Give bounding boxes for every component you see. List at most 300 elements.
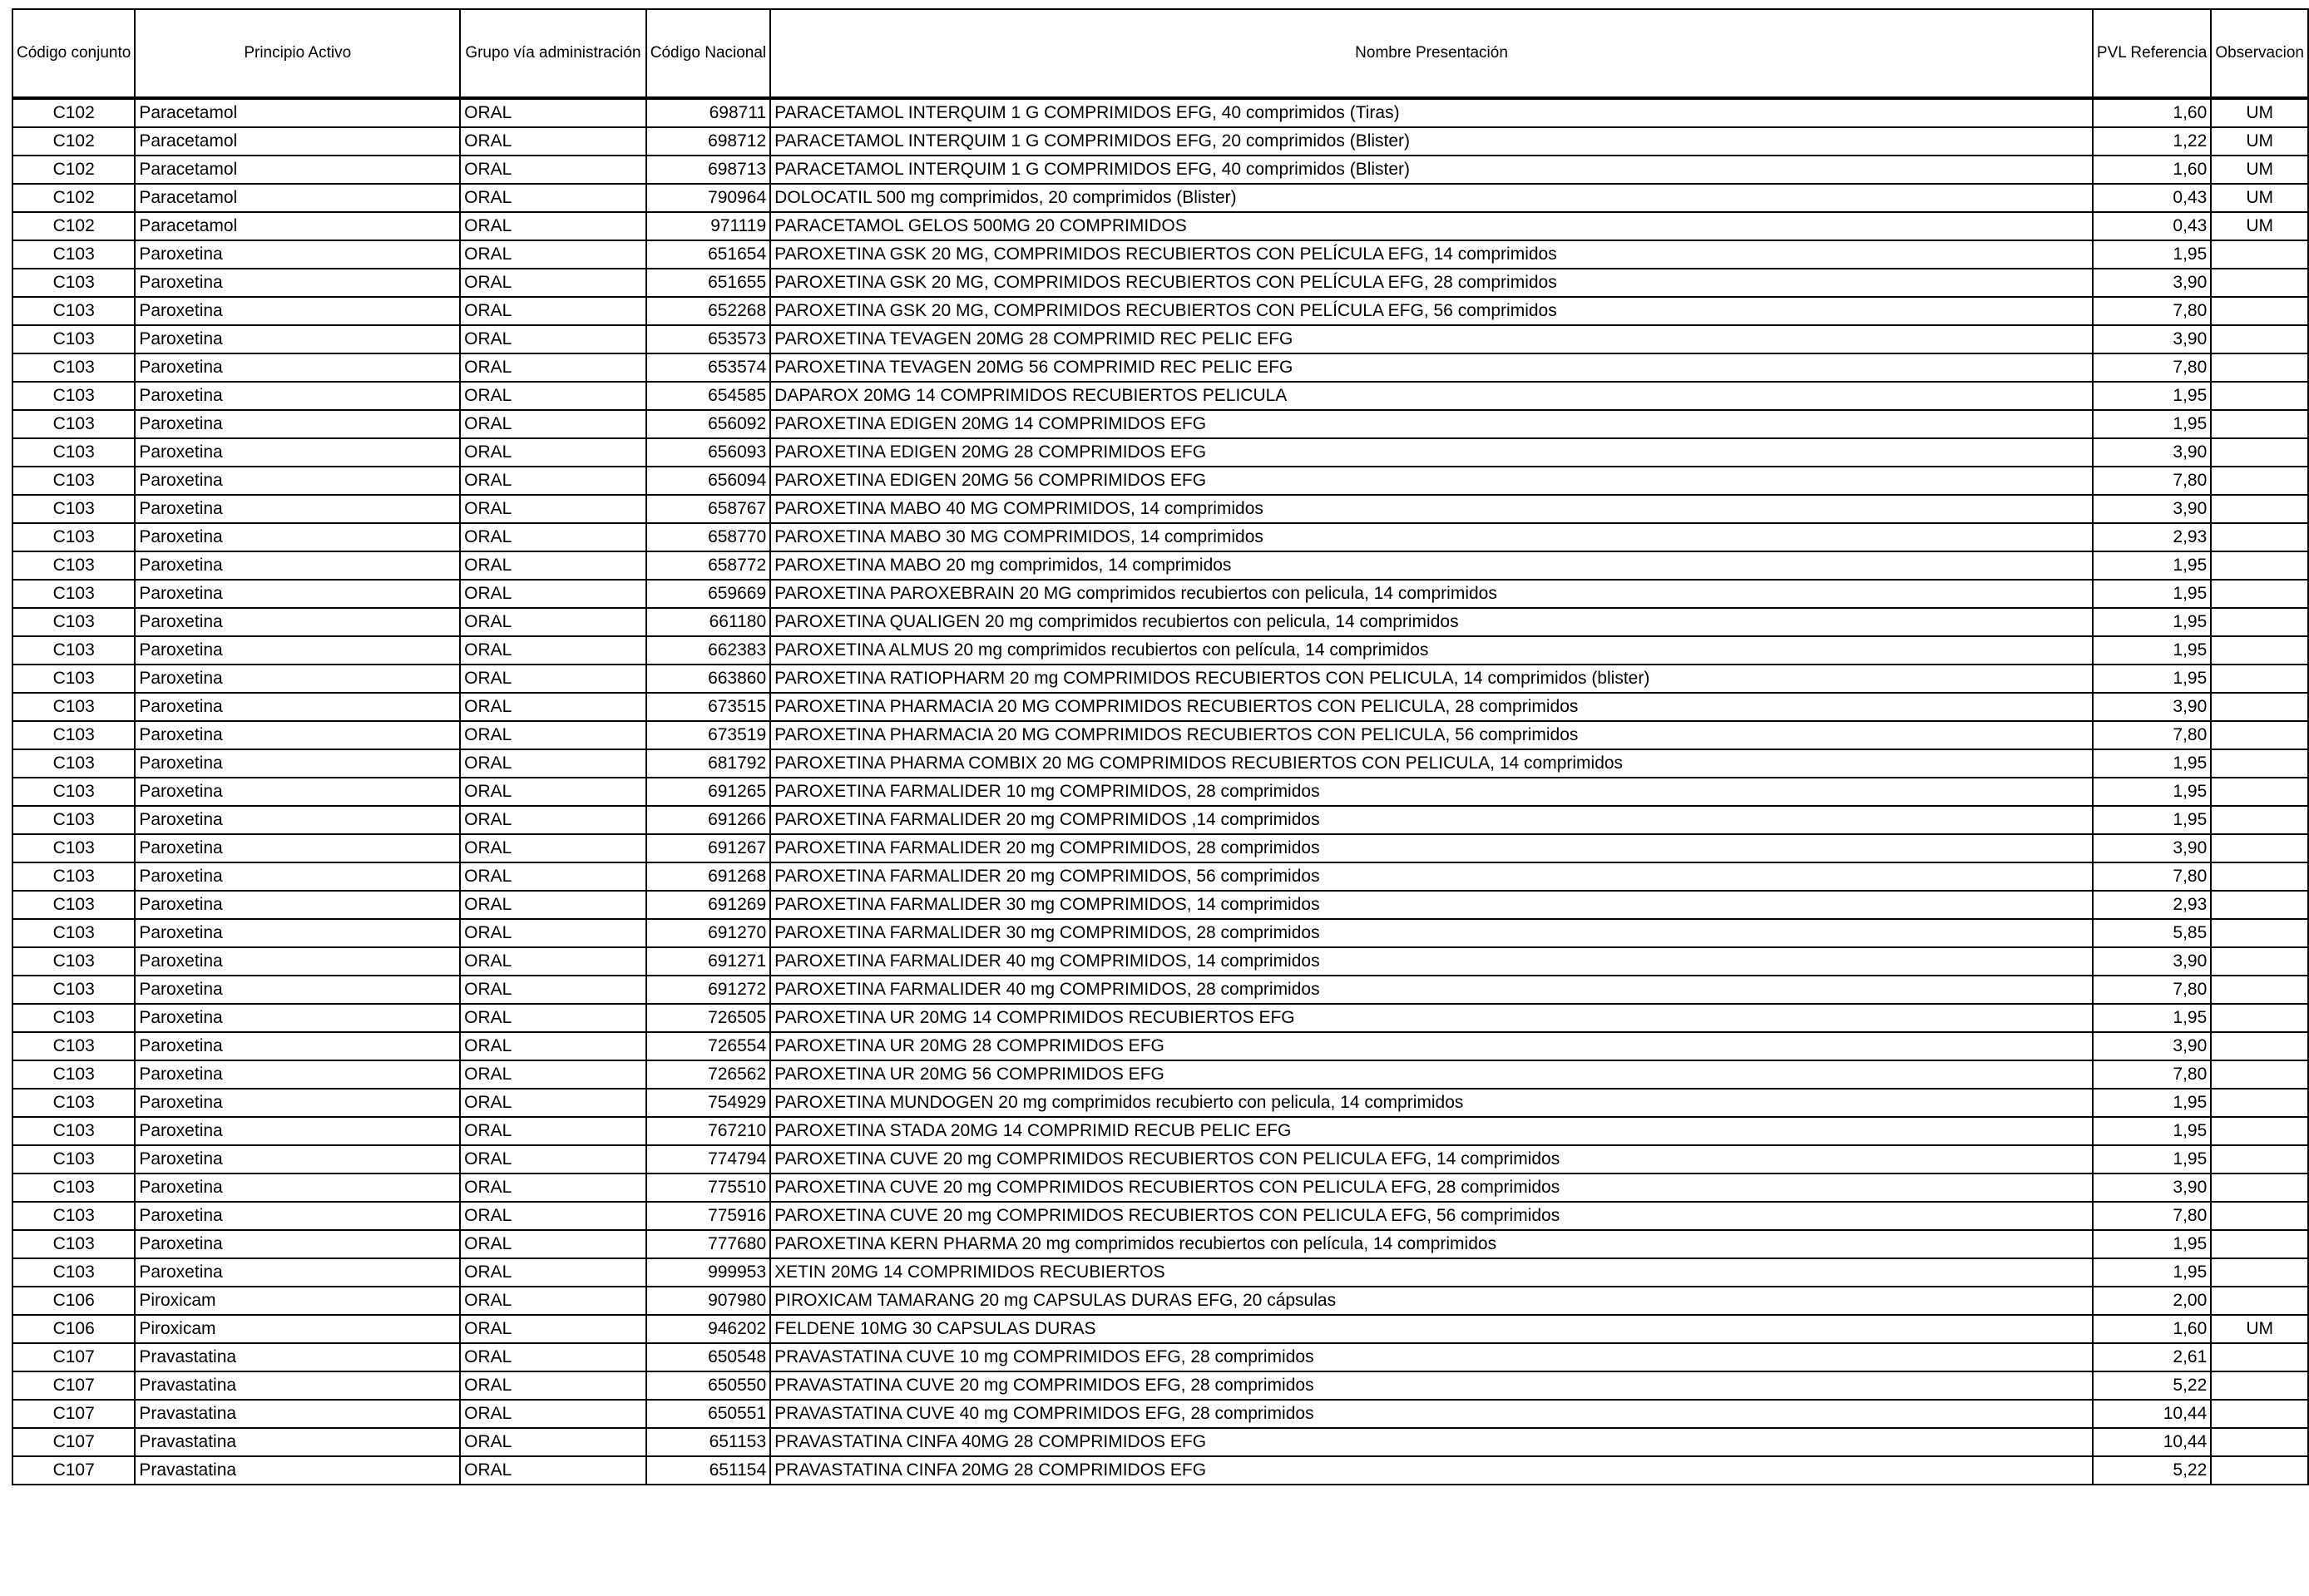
cell-codigo-nacional: 775510 <box>646 1174 770 1202</box>
cell-nombre-presentacion: PAROXETINA FARMALIDER 30 mg COMPRIMIDOS, 14 comprimidos <box>770 891 2093 919</box>
cell-principio-activo: Paroxetina <box>135 1004 460 1032</box>
cell-codigo-nacional: 726562 <box>646 1060 770 1089</box>
cell-grupo-via: ORAL <box>460 891 646 919</box>
cell-principio-activo: Paroxetina <box>135 862 460 891</box>
cell-principio-activo: Paroxetina <box>135 976 460 1004</box>
cell-codigo-nacional: 658767 <box>646 495 770 523</box>
cell-nombre-presentacion: PRAVASTATINA CINFA 20MG 28 COMPRIMIDOS EFG <box>770 1456 2093 1485</box>
table-row <box>12 127 2308 156</box>
cell-pvl-referencia: 7,80 <box>2093 862 2211 891</box>
cell-codigo-conjunto: C103 <box>12 947 135 976</box>
cell-pvl-referencia: 0,43 <box>2093 212 2211 240</box>
cell-observaciones <box>2211 240 2308 269</box>
table-row <box>12 551 2308 580</box>
cell-pvl-referencia: 1,60 <box>2093 1315 2211 1343</box>
table-row <box>12 1004 2308 1032</box>
cell-pvl-referencia: 1,95 <box>2093 1004 2211 1032</box>
cell-codigo-nacional: 654585 <box>646 382 770 410</box>
cell-grupo-via: ORAL <box>460 1371 646 1400</box>
cell-pvl-referencia: 1,95 <box>2093 551 2211 580</box>
cell-principio-activo: Paroxetina <box>135 778 460 806</box>
cell-codigo-nacional: 652268 <box>646 297 770 325</box>
header-grupo-via: Grupo vía administración <box>460 9 646 98</box>
cell-codigo-nacional: 767210 <box>646 1117 770 1145</box>
cell-nombre-presentacion: PAROXETINA GSK 20 MG, COMPRIMIDOS RECUBIERTOS CON PELÍCULA EFG, 14 comprimidos <box>770 240 2093 269</box>
cell-codigo-nacional: 691268 <box>646 862 770 891</box>
cell-nombre-presentacion: PAROXETINA FARMALIDER 40 mg COMPRIMIDOS, 28 comprimidos <box>770 976 2093 1004</box>
cell-codigo-nacional: 691265 <box>646 778 770 806</box>
cell-nombre-presentacion: PRAVASTATINA CINFA 40MG 28 COMPRIMIDOS EFG <box>770 1428 2093 1456</box>
cell-observaciones <box>2211 693 2308 721</box>
cell-nombre-presentacion: XETIN 20MG 14 COMPRIMIDOS RECUBIERTOS <box>770 1258 2093 1287</box>
cell-principio-activo: Paroxetina <box>135 1174 460 1202</box>
cell-codigo-nacional: 658772 <box>646 551 770 580</box>
cell-pvl-referencia: 3,90 <box>2093 1032 2211 1060</box>
table-row <box>12 891 2308 919</box>
cell-codigo-conjunto: C107 <box>12 1343 135 1371</box>
table-row <box>12 834 2308 862</box>
cell-grupo-via: ORAL <box>460 834 646 862</box>
cell-grupo-via: ORAL <box>460 665 646 693</box>
cell-grupo-via: ORAL <box>460 1060 646 1089</box>
header-codigo-conjunto: Código conjunto <box>12 9 135 98</box>
cell-observaciones: UM <box>2211 184 2308 212</box>
cell-grupo-via: ORAL <box>460 353 646 382</box>
table-row <box>12 1428 2308 1456</box>
cell-nombre-presentacion: PAROXETINA MUNDOGEN 20 mg comprimidos recubierto con pelicula, 14 comprimidos <box>770 1089 2093 1117</box>
cell-observaciones <box>2211 1060 2308 1089</box>
cell-grupo-via: ORAL <box>460 212 646 240</box>
cell-grupo-via: ORAL <box>460 551 646 580</box>
table-row <box>12 98 2308 127</box>
table-row <box>12 353 2308 382</box>
cell-grupo-via: ORAL <box>460 806 646 834</box>
table-row <box>12 1258 2308 1287</box>
cell-codigo-conjunto: C103 <box>12 523 135 551</box>
cell-codigo-nacional: 651153 <box>646 1428 770 1456</box>
cell-observaciones <box>2211 1202 2308 1230</box>
cell-codigo-nacional: 775916 <box>646 1202 770 1230</box>
cell-principio-activo: Paroxetina <box>135 495 460 523</box>
cell-observaciones <box>2211 1117 2308 1145</box>
cell-codigo-conjunto: C103 <box>12 467 135 495</box>
cell-principio-activo: Paracetamol <box>135 156 460 184</box>
cell-codigo-nacional: 653573 <box>646 325 770 353</box>
cell-principio-activo: Paroxetina <box>135 1032 460 1060</box>
cell-grupo-via: ORAL <box>460 240 646 269</box>
table-row <box>12 467 2308 495</box>
cell-grupo-via: ORAL <box>460 721 646 749</box>
cell-nombre-presentacion: PARACETAMOL GELOS 500MG 20 COMPRIMIDOS <box>770 212 2093 240</box>
cell-grupo-via: ORAL <box>460 1117 646 1145</box>
cell-codigo-nacional: 999953 <box>646 1258 770 1287</box>
cell-nombre-presentacion: PAROXETINA PAROXEBRAIN 20 MG comprimidos recubiertos con pelicula, 14 comprimidos <box>770 580 2093 608</box>
cell-codigo-conjunto: C103 <box>12 1174 135 1202</box>
cell-nombre-presentacion: PAROXETINA CUVE 20 mg COMPRIMIDOS RECUBIERTOS CON PELICULA EFG, 28 comprimidos <box>770 1174 2093 1202</box>
cell-observaciones <box>2211 523 2308 551</box>
cell-observaciones: UM <box>2211 1315 2308 1343</box>
cell-pvl-referencia: 1,22 <box>2093 127 2211 156</box>
table-row <box>12 749 2308 778</box>
cell-observaciones <box>2211 891 2308 919</box>
cell-grupo-via: ORAL <box>460 495 646 523</box>
cell-observaciones <box>2211 1145 2308 1174</box>
cell-codigo-nacional: 650548 <box>646 1343 770 1371</box>
table-header-row <box>12 9 2308 98</box>
cell-observaciones <box>2211 1258 2308 1287</box>
cell-pvl-referencia: 1,95 <box>2093 1258 2211 1287</box>
cell-observaciones <box>2211 721 2308 749</box>
table-row <box>12 1343 2308 1371</box>
cell-grupo-via: ORAL <box>460 1428 646 1456</box>
cell-nombre-presentacion: PAROXETINA ALMUS 20 mg comprimidos recubiertos con película, 14 comprimidos <box>770 636 2093 665</box>
cell-codigo-nacional: 656094 <box>646 467 770 495</box>
cell-observaciones <box>2211 467 2308 495</box>
table-row <box>12 156 2308 184</box>
cell-principio-activo: Piroxicam <box>135 1287 460 1315</box>
cell-codigo-conjunto: C103 <box>12 1258 135 1287</box>
header-observaciones: Observacion <box>2211 9 2308 98</box>
cell-principio-activo: Pravastatina <box>135 1456 460 1485</box>
cell-principio-activo: Paroxetina <box>135 947 460 976</box>
cell-observaciones <box>2211 1400 2308 1428</box>
cell-codigo-conjunto: C103 <box>12 636 135 665</box>
table-row <box>12 382 2308 410</box>
cell-nombre-presentacion: PAROXETINA PHARMACIA 20 MG COMPRIMIDOS RECUBIERTOS CON PELICULA, 28 comprimidos <box>770 693 2093 721</box>
cell-codigo-nacional: 691267 <box>646 834 770 862</box>
cell-codigo-conjunto: C107 <box>12 1400 135 1428</box>
cell-observaciones <box>2211 862 2308 891</box>
cell-principio-activo: Paroxetina <box>135 891 460 919</box>
cell-codigo-conjunto: C107 <box>12 1371 135 1400</box>
cell-codigo-conjunto: C103 <box>12 862 135 891</box>
cell-observaciones <box>2211 297 2308 325</box>
cell-principio-activo: Paroxetina <box>135 1230 460 1258</box>
cell-nombre-presentacion: PAROXETINA STADA 20MG 14 COMPRIMID RECUB PELIC EFG <box>770 1117 2093 1145</box>
cell-codigo-conjunto: C103 <box>12 325 135 353</box>
cell-pvl-referencia: 1,60 <box>2093 98 2211 127</box>
cell-principio-activo: Paroxetina <box>135 1117 460 1145</box>
cell-observaciones <box>2211 1287 2308 1315</box>
cell-pvl-referencia: 5,22 <box>2093 1456 2211 1485</box>
cell-codigo-nacional: 653574 <box>646 353 770 382</box>
cell-codigo-nacional: 656092 <box>646 410 770 438</box>
cell-principio-activo: Pravastatina <box>135 1400 460 1428</box>
cell-pvl-referencia: 3,90 <box>2093 438 2211 467</box>
cell-codigo-nacional: 698712 <box>646 127 770 156</box>
cell-principio-activo: Paroxetina <box>135 467 460 495</box>
table-row <box>12 608 2308 636</box>
cell-codigo-conjunto: C103 <box>12 1032 135 1060</box>
cell-nombre-presentacion: PAROXETINA MABO 40 MG COMPRIMIDOS, 14 comprimidos <box>770 495 2093 523</box>
table-row <box>12 495 2308 523</box>
cell-pvl-referencia: 1,60 <box>2093 156 2211 184</box>
cell-principio-activo: Paroxetina <box>135 834 460 862</box>
cell-nombre-presentacion: PAROXETINA EDIGEN 20MG 28 COMPRIMIDOS EFG <box>770 438 2093 467</box>
cell-observaciones <box>2211 1230 2308 1258</box>
cell-principio-activo: Paroxetina <box>135 1145 460 1174</box>
cell-codigo-conjunto: C103 <box>12 721 135 749</box>
cell-principio-activo: Paroxetina <box>135 382 460 410</box>
cell-pvl-referencia: 1,95 <box>2093 1089 2211 1117</box>
cell-codigo-nacional: 698711 <box>646 98 770 127</box>
cell-principio-activo: Paroxetina <box>135 410 460 438</box>
cell-grupo-via: ORAL <box>460 608 646 636</box>
cell-principio-activo: Paroxetina <box>135 438 460 467</box>
cell-nombre-presentacion: PAROXETINA PHARMA COMBIX 20 MG COMPRIMIDOS RECUBIERTOS CON PELICULA, 14 comprimidos <box>770 749 2093 778</box>
cell-codigo-nacional: 656093 <box>646 438 770 467</box>
cell-grupo-via: ORAL <box>460 1400 646 1428</box>
cell-nombre-presentacion: PAROXETINA EDIGEN 20MG 56 COMPRIMIDOS EFG <box>770 467 2093 495</box>
cell-grupo-via: ORAL <box>460 580 646 608</box>
cell-principio-activo: Paroxetina <box>135 240 460 269</box>
cell-pvl-referencia: 1,95 <box>2093 806 2211 834</box>
cell-codigo-conjunto: C102 <box>12 127 135 156</box>
cell-principio-activo: Paroxetina <box>135 608 460 636</box>
cell-codigo-nacional: 661180 <box>646 608 770 636</box>
cell-codigo-nacional: 774794 <box>646 1145 770 1174</box>
cell-principio-activo: Paroxetina <box>135 297 460 325</box>
cell-nombre-presentacion: PARACETAMOL INTERQUIM 1 G COMPRIMIDOS EFG, 20 comprimidos (Blister) <box>770 127 2093 156</box>
table-body <box>12 98 2308 1485</box>
cell-pvl-referencia: 3,90 <box>2093 693 2211 721</box>
cell-codigo-conjunto: C103 <box>12 834 135 862</box>
table-row <box>12 1060 2308 1089</box>
cell-pvl-referencia: 10,44 <box>2093 1400 2211 1428</box>
cell-grupo-via: ORAL <box>460 1004 646 1032</box>
cell-grupo-via: ORAL <box>460 325 646 353</box>
cell-codigo-conjunto: C103 <box>12 1145 135 1174</box>
cell-pvl-referencia: 3,90 <box>2093 269 2211 297</box>
cell-principio-activo: Paracetamol <box>135 212 460 240</box>
cell-codigo-conjunto: C103 <box>12 1230 135 1258</box>
cell-nombre-presentacion: PAROXETINA UR 20MG 14 COMPRIMIDOS RECUBIERTOS EFG <box>770 1004 2093 1032</box>
cell-grupo-via: ORAL <box>460 1456 646 1485</box>
cell-pvl-referencia: 1,95 <box>2093 240 2211 269</box>
cell-nombre-presentacion: PAROXETINA GSK 20 MG, COMPRIMIDOS RECUBIERTOS CON PELÍCULA EFG, 56 comprimidos <box>770 297 2093 325</box>
cell-grupo-via: ORAL <box>460 523 646 551</box>
cell-nombre-presentacion: PRAVASTATINA CUVE 40 mg COMPRIMIDOS EFG, 28 comprimidos <box>770 1400 2093 1428</box>
cell-codigo-nacional: 726505 <box>646 1004 770 1032</box>
cell-pvl-referencia: 1,95 <box>2093 410 2211 438</box>
cell-codigo-nacional: 650550 <box>646 1371 770 1400</box>
table-row <box>12 1089 2308 1117</box>
cell-observaciones <box>2211 749 2308 778</box>
cell-observaciones <box>2211 834 2308 862</box>
table-row <box>12 1230 2308 1258</box>
cell-codigo-conjunto: C103 <box>12 353 135 382</box>
cell-nombre-presentacion: PRAVASTATINA CUVE 20 mg COMPRIMIDOS EFG, 28 comprimidos <box>770 1371 2093 1400</box>
cell-codigo-nacional: 971119 <box>646 212 770 240</box>
cell-nombre-presentacion: PAROXETINA CUVE 20 mg COMPRIMIDOS RECUBIERTOS CON PELICULA EFG, 14 comprimidos <box>770 1145 2093 1174</box>
cell-codigo-conjunto: C102 <box>12 212 135 240</box>
cell-observaciones: UM <box>2211 127 2308 156</box>
cell-nombre-presentacion: PAROXETINA TEVAGEN 20MG 56 COMPRIMID REC PELIC EFG <box>770 353 2093 382</box>
table-row <box>12 862 2308 891</box>
table-row <box>12 1456 2308 1485</box>
cell-pvl-referencia: 3,90 <box>2093 495 2211 523</box>
table-row <box>12 1145 2308 1174</box>
cell-observaciones <box>2211 1371 2308 1400</box>
table-row <box>12 1371 2308 1400</box>
cell-codigo-nacional: 726554 <box>646 1032 770 1060</box>
cell-pvl-referencia: 2,93 <box>2093 891 2211 919</box>
cell-nombre-presentacion: FELDENE 10MG 30 CAPSULAS DURAS <box>770 1315 2093 1343</box>
cell-nombre-presentacion: PRAVASTATINA CUVE 10 mg COMPRIMIDOS EFG, 28 comprimidos <box>770 1343 2093 1371</box>
cell-principio-activo: Paroxetina <box>135 551 460 580</box>
cell-principio-activo: Paroxetina <box>135 580 460 608</box>
cell-nombre-presentacion: PAROXETINA EDIGEN 20MG 14 COMPRIMIDOS EFG <box>770 410 2093 438</box>
cell-grupo-via: ORAL <box>460 778 646 806</box>
cell-principio-activo: Paracetamol <box>135 98 460 127</box>
table-row <box>12 1315 2308 1343</box>
cell-principio-activo: Pravastatina <box>135 1343 460 1371</box>
cell-grupo-via: ORAL <box>460 1258 646 1287</box>
table-row <box>12 1202 2308 1230</box>
cell-pvl-referencia: 1,95 <box>2093 636 2211 665</box>
cell-codigo-conjunto: C103 <box>12 240 135 269</box>
cell-observaciones <box>2211 1004 2308 1032</box>
cell-observaciones <box>2211 580 2308 608</box>
cell-observaciones <box>2211 1428 2308 1456</box>
table-row <box>12 693 2308 721</box>
cell-codigo-conjunto: C103 <box>12 551 135 580</box>
cell-grupo-via: ORAL <box>460 156 646 184</box>
cell-pvl-referencia: 7,80 <box>2093 297 2211 325</box>
cell-codigo-nacional: 673515 <box>646 693 770 721</box>
cell-grupo-via: ORAL <box>460 1343 646 1371</box>
cell-observaciones <box>2211 919 2308 947</box>
cell-pvl-referencia: 7,80 <box>2093 721 2211 749</box>
cell-pvl-referencia: 1,95 <box>2093 749 2211 778</box>
table-row <box>12 976 2308 1004</box>
cell-codigo-conjunto: C103 <box>12 919 135 947</box>
cell-observaciones <box>2211 976 2308 1004</box>
table-row <box>12 778 2308 806</box>
cell-nombre-presentacion: PAROXETINA KERN PHARMA 20 mg comprimidos recubiertos con película, 14 comprimidos <box>770 1230 2093 1258</box>
cell-pvl-referencia: 1,95 <box>2093 608 2211 636</box>
cell-principio-activo: Paroxetina <box>135 919 460 947</box>
cell-pvl-referencia: 1,95 <box>2093 665 2211 693</box>
cell-observaciones <box>2211 353 2308 382</box>
cell-codigo-nacional: 777680 <box>646 1230 770 1258</box>
cell-principio-activo: Paroxetina <box>135 693 460 721</box>
cell-codigo-nacional: 691266 <box>646 806 770 834</box>
table-row <box>12 665 2308 693</box>
cell-codigo-nacional: 659669 <box>646 580 770 608</box>
cell-grupo-via: ORAL <box>460 1174 646 1202</box>
cell-principio-activo: Paroxetina <box>135 1258 460 1287</box>
cell-observaciones <box>2211 608 2308 636</box>
cell-pvl-referencia: 3,90 <box>2093 1174 2211 1202</box>
cell-nombre-presentacion: PAROXETINA TEVAGEN 20MG 28 COMPRIMID REC PELIC EFG <box>770 325 2093 353</box>
cell-principio-activo: Paroxetina <box>135 353 460 382</box>
cell-codigo-nacional: 946202 <box>646 1315 770 1343</box>
cell-pvl-referencia: 1,95 <box>2093 1230 2211 1258</box>
cell-codigo-conjunto: C103 <box>12 1202 135 1230</box>
cell-codigo-nacional: 790964 <box>646 184 770 212</box>
cell-pvl-referencia: 2,93 <box>2093 523 2211 551</box>
table-row <box>12 212 2308 240</box>
cell-nombre-presentacion: PAROXETINA FARMALIDER 30 mg COMPRIMIDOS, 28 comprimidos <box>770 919 2093 947</box>
cell-observaciones <box>2211 1174 2308 1202</box>
cell-codigo-nacional: 691271 <box>646 947 770 976</box>
cell-observaciones <box>2211 495 2308 523</box>
cell-pvl-referencia: 1,95 <box>2093 1117 2211 1145</box>
cell-grupo-via: ORAL <box>460 947 646 976</box>
header-pvl-referencia: PVL Referencia <box>2093 9 2211 98</box>
cell-principio-activo: Paroxetina <box>135 325 460 353</box>
cell-pvl-referencia: 3,90 <box>2093 834 2211 862</box>
cell-pvl-referencia: 1,95 <box>2093 580 2211 608</box>
table-row <box>12 410 2308 438</box>
cell-grupo-via: ORAL <box>460 636 646 665</box>
table-row <box>12 297 2308 325</box>
cell-grupo-via: ORAL <box>460 1089 646 1117</box>
cell-codigo-nacional: 650551 <box>646 1400 770 1428</box>
cell-codigo-nacional: 658770 <box>646 523 770 551</box>
cell-pvl-referencia: 5,22 <box>2093 1371 2211 1400</box>
cell-codigo-conjunto: C103 <box>12 693 135 721</box>
cell-nombre-presentacion: PAROXETINA FARMALIDER 20 mg COMPRIMIDOS, 28 comprimidos <box>770 834 2093 862</box>
cell-principio-activo: Pravastatina <box>135 1428 460 1456</box>
cell-codigo-nacional: 754929 <box>646 1089 770 1117</box>
cell-nombre-presentacion: PARACETAMOL INTERQUIM 1 G COMPRIMIDOS EFG, 40 comprimidos (Tiras) <box>770 98 2093 127</box>
cell-pvl-referencia: 3,90 <box>2093 947 2211 976</box>
cell-codigo-conjunto: C103 <box>12 608 135 636</box>
table-row <box>12 947 2308 976</box>
cell-observaciones: UM <box>2211 98 2308 127</box>
cell-codigo-conjunto: C103 <box>12 1089 135 1117</box>
cell-grupo-via: ORAL <box>460 976 646 1004</box>
cell-nombre-presentacion: PAROXETINA FARMALIDER 20 mg COMPRIMIDOS, 56 comprimidos <box>770 862 2093 891</box>
cell-observaciones: UM <box>2211 156 2308 184</box>
cell-codigo-conjunto: C103 <box>12 665 135 693</box>
cell-pvl-referencia: 7,80 <box>2093 976 2211 1004</box>
table-row <box>12 1174 2308 1202</box>
cell-codigo-conjunto: C102 <box>12 156 135 184</box>
table-row <box>12 636 2308 665</box>
cell-nombre-presentacion: PAROXETINA PHARMACIA 20 MG COMPRIMIDOS RECUBIERTOS CON PELICULA, 56 comprimidos <box>770 721 2093 749</box>
cell-principio-activo: Paroxetina <box>135 721 460 749</box>
cell-pvl-referencia: 7,80 <box>2093 467 2211 495</box>
cell-codigo-conjunto: C103 <box>12 495 135 523</box>
cell-codigo-conjunto: C103 <box>12 382 135 410</box>
cell-observaciones <box>2211 778 2308 806</box>
table-row <box>12 184 2308 212</box>
cell-observaciones <box>2211 410 2308 438</box>
table-row <box>12 1032 2308 1060</box>
cell-codigo-conjunto: C106 <box>12 1287 135 1315</box>
cell-pvl-referencia: 0,43 <box>2093 184 2211 212</box>
cell-grupo-via: ORAL <box>460 1315 646 1343</box>
cell-nombre-presentacion: PAROXETINA MABO 20 mg comprimidos, 14 comprimidos <box>770 551 2093 580</box>
cell-codigo-nacional: 691272 <box>646 976 770 1004</box>
table-row <box>12 806 2308 834</box>
cell-observaciones <box>2211 325 2308 353</box>
cell-codigo-nacional: 662383 <box>646 636 770 665</box>
cell-codigo-conjunto: C103 <box>12 806 135 834</box>
cell-grupo-via: ORAL <box>460 184 646 212</box>
cell-pvl-referencia: 2,61 <box>2093 1343 2211 1371</box>
cell-pvl-referencia: 1,95 <box>2093 1145 2211 1174</box>
cell-observaciones <box>2211 1456 2308 1485</box>
cell-grupo-via: ORAL <box>460 1202 646 1230</box>
cell-observaciones <box>2211 269 2308 297</box>
cell-codigo-conjunto: C103 <box>12 297 135 325</box>
cell-nombre-presentacion: DAPAROX 20MG 14 COMPRIMIDOS RECUBIERTOS PELICULA <box>770 382 2093 410</box>
cell-codigo-conjunto: C103 <box>12 269 135 297</box>
